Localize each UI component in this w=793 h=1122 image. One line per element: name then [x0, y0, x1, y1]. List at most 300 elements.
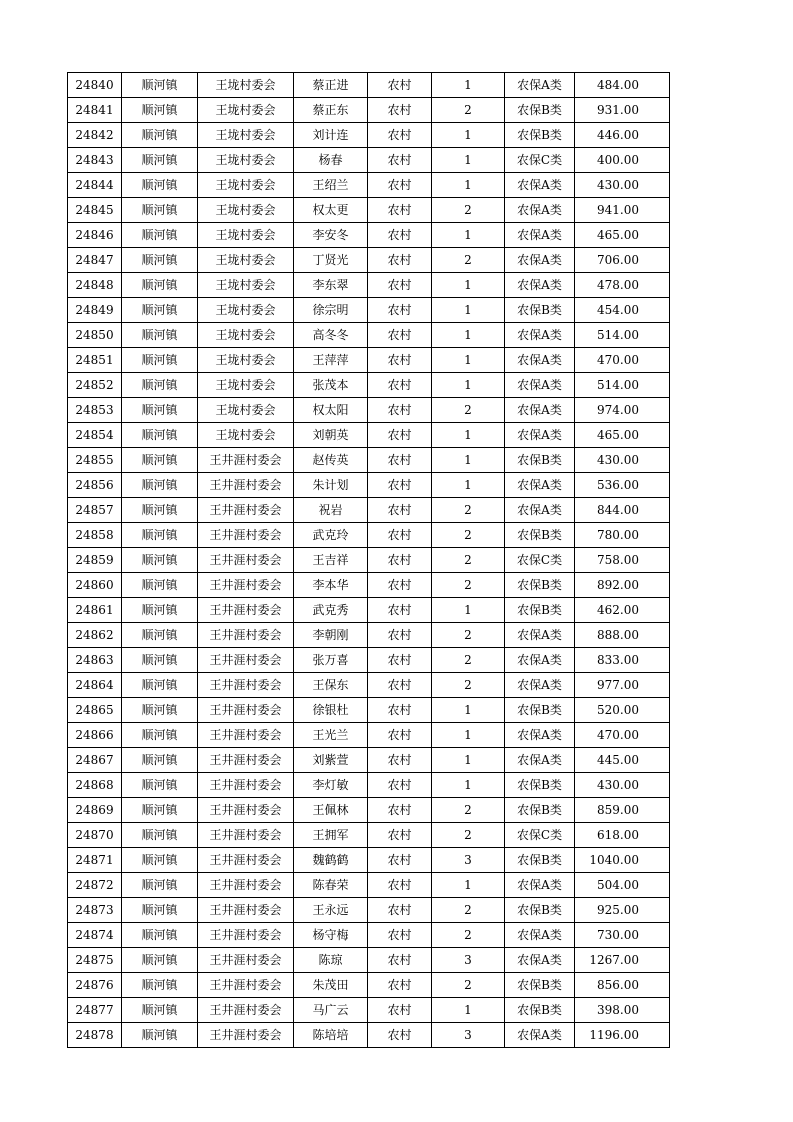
- table-row: [68, 1023, 670, 1048]
- person-name-cell: 王萍萍: [294, 348, 368, 373]
- area-type-cell: 农村: [368, 723, 432, 748]
- person-name-cell: 李东翠: [294, 273, 368, 298]
- insurance-class-cell: 农保B类: [505, 973, 575, 998]
- amount-cell: 888.00: [575, 623, 670, 648]
- village-committee-cell: 王井涯村委会: [198, 598, 294, 623]
- town-cell: 顺河镇: [122, 98, 198, 123]
- person-name-cell: 杨春: [294, 148, 368, 173]
- town-cell: 顺河镇: [122, 648, 198, 673]
- amount-cell: 1196.00: [575, 1023, 670, 1048]
- table-row: [68, 848, 670, 873]
- record-id-cell: 24852: [68, 373, 122, 398]
- table-row: [68, 173, 670, 198]
- table-row: [68, 773, 670, 798]
- table-row: [68, 123, 670, 148]
- table-row: [68, 398, 670, 423]
- record-id-cell: 24847: [68, 248, 122, 273]
- area-type-cell: 农村: [368, 648, 432, 673]
- person-name-cell: 张万喜: [294, 648, 368, 673]
- table-row: [68, 323, 670, 348]
- town-cell: 顺河镇: [122, 323, 198, 348]
- town-cell: 顺河镇: [122, 373, 198, 398]
- household-count-cell: 2: [432, 398, 505, 423]
- person-name-cell: 王佩林: [294, 798, 368, 823]
- town-cell: 顺河镇: [122, 498, 198, 523]
- record-id-cell: 24853: [68, 398, 122, 423]
- insurance-class-cell: 农保A类: [505, 398, 575, 423]
- area-type-cell: 农村: [368, 848, 432, 873]
- insurance-class-cell: 农保A类: [505, 873, 575, 898]
- area-type-cell: 农村: [368, 598, 432, 623]
- village-committee-cell: 王井涯村委会: [198, 873, 294, 898]
- person-name-cell: 赵传英: [294, 448, 368, 473]
- amount-cell: 454.00: [575, 298, 670, 323]
- town-cell: 顺河镇: [122, 973, 198, 998]
- person-name-cell: 权太更: [294, 198, 368, 223]
- insurance-class-cell: 农保A类: [505, 498, 575, 523]
- town-cell: 顺河镇: [122, 923, 198, 948]
- record-id-cell: 24870: [68, 823, 122, 848]
- insurance-class-cell: 农保A类: [505, 748, 575, 773]
- town-cell: 顺河镇: [122, 523, 198, 548]
- table-row: [68, 298, 670, 323]
- town-cell: 顺河镇: [122, 623, 198, 648]
- table-row: [68, 573, 670, 598]
- insurance-class-cell: 农保B类: [505, 773, 575, 798]
- person-name-cell: 李灯敏: [294, 773, 368, 798]
- record-id-cell: 24842: [68, 123, 122, 148]
- amount-cell: 514.00: [575, 323, 670, 348]
- village-committee-cell: 王垅村委会: [198, 323, 294, 348]
- table-row: [68, 823, 670, 848]
- town-cell: 顺河镇: [122, 148, 198, 173]
- record-id-cell: 24868: [68, 773, 122, 798]
- insurance-class-cell: 农保A类: [505, 1023, 575, 1048]
- town-cell: 顺河镇: [122, 298, 198, 323]
- person-name-cell: 权太阳: [294, 398, 368, 423]
- person-name-cell: 祝岩: [294, 498, 368, 523]
- table-row: [68, 723, 670, 748]
- table-row: [68, 273, 670, 298]
- town-cell: 顺河镇: [122, 198, 198, 223]
- amount-cell: 462.00: [575, 598, 670, 623]
- table-row: [68, 98, 670, 123]
- insurance-class-cell: 农保B类: [505, 448, 575, 473]
- insurance-class-cell: 农保A类: [505, 173, 575, 198]
- person-name-cell: 朱计划: [294, 473, 368, 498]
- record-id-cell: 24863: [68, 648, 122, 673]
- record-id-cell: 24850: [68, 323, 122, 348]
- insurance-class-cell: 农保B类: [505, 598, 575, 623]
- area-type-cell: 农村: [368, 948, 432, 973]
- town-cell: 顺河镇: [122, 798, 198, 823]
- insurance-class-cell: 农保C类: [505, 148, 575, 173]
- table-row: [68, 648, 670, 673]
- village-committee-cell: 王垅村委会: [198, 223, 294, 248]
- insurance-class-cell: 农保A类: [505, 348, 575, 373]
- amount-cell: 470.00: [575, 348, 670, 373]
- amount-cell: 1040.00: [575, 848, 670, 873]
- person-name-cell: 高冬冬: [294, 323, 368, 348]
- town-cell: 顺河镇: [122, 548, 198, 573]
- village-committee-cell: 王垅村委会: [198, 148, 294, 173]
- amount-cell: 1267.00: [575, 948, 670, 973]
- village-committee-cell: 王井涯村委会: [198, 848, 294, 873]
- household-count-cell: 2: [432, 498, 505, 523]
- village-committee-cell: 王井涯村委会: [198, 823, 294, 848]
- insurance-class-cell: 农保B类: [505, 898, 575, 923]
- household-count-cell: 2: [432, 923, 505, 948]
- table-row: [68, 623, 670, 648]
- household-count-cell: 2: [432, 673, 505, 698]
- amount-cell: 400.00: [575, 148, 670, 173]
- town-cell: 顺河镇: [122, 848, 198, 873]
- town-cell: 顺河镇: [122, 748, 198, 773]
- record-id-cell: 24843: [68, 148, 122, 173]
- town-cell: 顺河镇: [122, 598, 198, 623]
- amount-cell: 706.00: [575, 248, 670, 273]
- table-row: [68, 948, 670, 973]
- area-type-cell: 农村: [368, 573, 432, 598]
- table-row: [68, 523, 670, 548]
- town-cell: 顺河镇: [122, 173, 198, 198]
- insurance-class-cell: 农保A类: [505, 723, 575, 748]
- household-count-cell: 2: [432, 198, 505, 223]
- village-committee-cell: 王井涯村委会: [198, 673, 294, 698]
- village-committee-cell: 王垅村委会: [198, 248, 294, 273]
- household-count-cell: 1: [432, 748, 505, 773]
- insurance-class-cell: 农保A类: [505, 623, 575, 648]
- table-row: [68, 748, 670, 773]
- table-row: [68, 798, 670, 823]
- town-cell: 顺河镇: [122, 473, 198, 498]
- record-id-cell: 24865: [68, 698, 122, 723]
- area-type-cell: 农村: [368, 523, 432, 548]
- town-cell: 顺河镇: [122, 73, 198, 98]
- amount-cell: 618.00: [575, 823, 670, 848]
- table-row: [68, 923, 670, 948]
- village-committee-cell: 王井涯村委会: [198, 648, 294, 673]
- record-id-cell: 24844: [68, 173, 122, 198]
- person-name-cell: 王永远: [294, 898, 368, 923]
- amount-cell: 446.00: [575, 123, 670, 148]
- area-type-cell: 农村: [368, 498, 432, 523]
- table-row: [68, 548, 670, 573]
- amount-cell: 430.00: [575, 448, 670, 473]
- village-committee-cell: 王垅村委会: [198, 398, 294, 423]
- person-name-cell: 陈春荣: [294, 873, 368, 898]
- area-type-cell: 农村: [368, 998, 432, 1023]
- village-committee-cell: 王井涯村委会: [198, 698, 294, 723]
- village-committee-cell: 王垅村委会: [198, 373, 294, 398]
- person-name-cell: 徐银杜: [294, 698, 368, 723]
- table-row: [68, 473, 670, 498]
- village-committee-cell: 王垅村委会: [198, 348, 294, 373]
- insurance-class-cell: 农保C类: [505, 548, 575, 573]
- amount-cell: 941.00: [575, 198, 670, 223]
- town-cell: 顺河镇: [122, 573, 198, 598]
- record-id-cell: 24860: [68, 573, 122, 598]
- table-row: [68, 973, 670, 998]
- area-type-cell: 农村: [368, 623, 432, 648]
- village-committee-cell: 王井涯村委会: [198, 798, 294, 823]
- record-id-cell: 24846: [68, 223, 122, 248]
- person-name-cell: 武克秀: [294, 598, 368, 623]
- village-committee-cell: 王垅村委会: [198, 73, 294, 98]
- person-name-cell: 蔡正进: [294, 73, 368, 98]
- household-count-cell: 3: [432, 1023, 505, 1048]
- amount-cell: 430.00: [575, 173, 670, 198]
- area-type-cell: 农村: [368, 373, 432, 398]
- insurance-class-cell: 农保A类: [505, 673, 575, 698]
- person-name-cell: 王吉祥: [294, 548, 368, 573]
- household-count-cell: 2: [432, 573, 505, 598]
- area-type-cell: 农村: [368, 198, 432, 223]
- person-name-cell: 王绍兰: [294, 173, 368, 198]
- area-type-cell: 农村: [368, 973, 432, 998]
- household-count-cell: 1: [432, 323, 505, 348]
- table-row: [68, 673, 670, 698]
- town-cell: 顺河镇: [122, 1023, 198, 1048]
- town-cell: 顺河镇: [122, 773, 198, 798]
- village-committee-cell: 王井涯村委会: [198, 573, 294, 598]
- household-count-cell: 3: [432, 848, 505, 873]
- amount-cell: 974.00: [575, 398, 670, 423]
- person-name-cell: 王拥军: [294, 823, 368, 848]
- insurance-class-cell: 农保B类: [505, 798, 575, 823]
- person-name-cell: 陈琼: [294, 948, 368, 973]
- record-id-cell: 24840: [68, 73, 122, 98]
- area-type-cell: 农村: [368, 448, 432, 473]
- household-count-cell: 1: [432, 473, 505, 498]
- area-type-cell: 农村: [368, 73, 432, 98]
- amount-cell: 398.00: [575, 998, 670, 1023]
- area-type-cell: 农村: [368, 123, 432, 148]
- amount-cell: 730.00: [575, 923, 670, 948]
- town-cell: 顺河镇: [122, 348, 198, 373]
- insurance-class-cell: 农保B类: [505, 848, 575, 873]
- person-name-cell: 徐宗明: [294, 298, 368, 323]
- table-row: [68, 248, 670, 273]
- person-name-cell: 魏鹤鹤: [294, 848, 368, 873]
- household-count-cell: 2: [432, 973, 505, 998]
- household-count-cell: 1: [432, 598, 505, 623]
- person-name-cell: 李本华: [294, 573, 368, 598]
- insurance-class-cell: 农保A类: [505, 323, 575, 348]
- table-row: [68, 423, 670, 448]
- record-id-cell: 24878: [68, 1023, 122, 1048]
- insurance-class-cell: 农保A类: [505, 648, 575, 673]
- table-row: [68, 598, 670, 623]
- amount-cell: 484.00: [575, 73, 670, 98]
- area-type-cell: 农村: [368, 873, 432, 898]
- record-id-cell: 24858: [68, 523, 122, 548]
- household-count-cell: 1: [432, 448, 505, 473]
- table-row: [68, 373, 670, 398]
- household-count-cell: 1: [432, 173, 505, 198]
- record-id-cell: 24874: [68, 923, 122, 948]
- household-count-cell: 1: [432, 223, 505, 248]
- record-id-cell: 24851: [68, 348, 122, 373]
- town-cell: 顺河镇: [122, 823, 198, 848]
- amount-cell: 430.00: [575, 773, 670, 798]
- town-cell: 顺河镇: [122, 723, 198, 748]
- village-committee-cell: 王井涯村委会: [198, 448, 294, 473]
- person-name-cell: 蔡正东: [294, 98, 368, 123]
- table-row: [68, 73, 670, 98]
- area-type-cell: 农村: [368, 923, 432, 948]
- table-row: [68, 873, 670, 898]
- amount-cell: 445.00: [575, 748, 670, 773]
- area-type-cell: 农村: [368, 673, 432, 698]
- record-id-cell: 24869: [68, 798, 122, 823]
- household-count-cell: 2: [432, 823, 505, 848]
- table-row: [68, 198, 670, 223]
- table-row: [68, 998, 670, 1023]
- village-committee-cell: 王井涯村委会: [198, 473, 294, 498]
- insurance-class-cell: 农保A类: [505, 473, 575, 498]
- person-name-cell: 杨守梅: [294, 923, 368, 948]
- insurance-class-cell: 农保A类: [505, 73, 575, 98]
- record-id-cell: 24867: [68, 748, 122, 773]
- area-type-cell: 农村: [368, 473, 432, 498]
- household-count-cell: 1: [432, 998, 505, 1023]
- area-type-cell: 农村: [368, 173, 432, 198]
- household-count-cell: 2: [432, 98, 505, 123]
- table-row: [68, 348, 670, 373]
- area-type-cell: 农村: [368, 698, 432, 723]
- amount-cell: 520.00: [575, 698, 670, 723]
- village-committee-cell: 王井涯村委会: [198, 773, 294, 798]
- village-committee-cell: 王井涯村委会: [198, 973, 294, 998]
- amount-cell: 925.00: [575, 898, 670, 923]
- area-type-cell: 农村: [368, 548, 432, 573]
- insurance-class-cell: 农保B类: [505, 98, 575, 123]
- town-cell: 顺河镇: [122, 248, 198, 273]
- village-committee-cell: 王井涯村委会: [198, 548, 294, 573]
- village-committee-cell: 王井涯村委会: [198, 748, 294, 773]
- table-row: [68, 223, 670, 248]
- area-type-cell: 农村: [368, 348, 432, 373]
- insurance-class-cell: 农保A类: [505, 223, 575, 248]
- insurance-class-cell: 农保A类: [505, 373, 575, 398]
- village-committee-cell: 王井涯村委会: [198, 948, 294, 973]
- table-row: [68, 698, 670, 723]
- household-count-cell: 3: [432, 948, 505, 973]
- record-id-cell: 24876: [68, 973, 122, 998]
- village-committee-cell: 王垅村委会: [198, 423, 294, 448]
- record-id-cell: 24857: [68, 498, 122, 523]
- records-table: [67, 72, 670, 1048]
- amount-cell: 833.00: [575, 648, 670, 673]
- insurance-class-cell: 农保C类: [505, 823, 575, 848]
- person-name-cell: 刘计连: [294, 123, 368, 148]
- area-type-cell: 农村: [368, 773, 432, 798]
- insurance-class-cell: 农保A类: [505, 948, 575, 973]
- town-cell: 顺河镇: [122, 123, 198, 148]
- record-id-cell: 24845: [68, 198, 122, 223]
- amount-cell: 470.00: [575, 723, 670, 748]
- amount-cell: 536.00: [575, 473, 670, 498]
- town-cell: 顺河镇: [122, 448, 198, 473]
- household-count-cell: 2: [432, 898, 505, 923]
- village-committee-cell: 王井涯村委会: [198, 998, 294, 1023]
- person-name-cell: 刘紫萱: [294, 748, 368, 773]
- village-committee-cell: 王垅村委会: [198, 298, 294, 323]
- amount-cell: 931.00: [575, 98, 670, 123]
- person-name-cell: 丁贤光: [294, 248, 368, 273]
- household-count-cell: 2: [432, 798, 505, 823]
- area-type-cell: 农村: [368, 423, 432, 448]
- insurance-class-cell: 农保B类: [505, 298, 575, 323]
- insurance-class-cell: 农保A类: [505, 923, 575, 948]
- town-cell: 顺河镇: [122, 948, 198, 973]
- area-type-cell: 农村: [368, 898, 432, 923]
- record-id-cell: 24859: [68, 548, 122, 573]
- household-count-cell: 1: [432, 348, 505, 373]
- table-row: [68, 898, 670, 923]
- insurance-class-cell: 农保A类: [505, 273, 575, 298]
- household-count-cell: 1: [432, 148, 505, 173]
- amount-cell: 856.00: [575, 973, 670, 998]
- record-id-cell: 24861: [68, 598, 122, 623]
- amount-cell: 758.00: [575, 548, 670, 573]
- area-type-cell: 农村: [368, 298, 432, 323]
- village-committee-cell: 王垅村委会: [198, 273, 294, 298]
- household-count-cell: 2: [432, 623, 505, 648]
- amount-cell: 844.00: [575, 498, 670, 523]
- household-count-cell: 1: [432, 723, 505, 748]
- person-name-cell: 王保东: [294, 673, 368, 698]
- amount-cell: 504.00: [575, 873, 670, 898]
- village-committee-cell: 王井涯村委会: [198, 498, 294, 523]
- record-id-cell: 24849: [68, 298, 122, 323]
- record-id-cell: 24875: [68, 948, 122, 973]
- area-type-cell: 农村: [368, 823, 432, 848]
- insurance-class-cell: 农保B类: [505, 998, 575, 1023]
- insurance-class-cell: 农保B类: [505, 123, 575, 148]
- record-id-cell: 24854: [68, 423, 122, 448]
- household-count-cell: 1: [432, 298, 505, 323]
- person-name-cell: 武克玲: [294, 523, 368, 548]
- area-type-cell: 农村: [368, 98, 432, 123]
- record-id-cell: 24862: [68, 623, 122, 648]
- town-cell: 顺河镇: [122, 673, 198, 698]
- amount-cell: 478.00: [575, 273, 670, 298]
- village-committee-cell: 王井涯村委会: [198, 523, 294, 548]
- area-type-cell: 农村: [368, 398, 432, 423]
- town-cell: 顺河镇: [122, 223, 198, 248]
- village-committee-cell: 王井涯村委会: [198, 898, 294, 923]
- household-count-cell: 1: [432, 773, 505, 798]
- amount-cell: 859.00: [575, 798, 670, 823]
- person-name-cell: 陈培培: [294, 1023, 368, 1048]
- town-cell: 顺河镇: [122, 698, 198, 723]
- person-name-cell: 刘朝英: [294, 423, 368, 448]
- town-cell: 顺河镇: [122, 898, 198, 923]
- town-cell: 顺河镇: [122, 273, 198, 298]
- area-type-cell: 农村: [368, 323, 432, 348]
- area-type-cell: 农村: [368, 748, 432, 773]
- record-id-cell: 24866: [68, 723, 122, 748]
- table-row: [68, 498, 670, 523]
- insurance-class-cell: 农保B类: [505, 698, 575, 723]
- record-id-cell: 24848: [68, 273, 122, 298]
- table-row: [68, 448, 670, 473]
- area-type-cell: 农村: [368, 223, 432, 248]
- town-cell: 顺河镇: [122, 398, 198, 423]
- records-table-body: [68, 73, 670, 1048]
